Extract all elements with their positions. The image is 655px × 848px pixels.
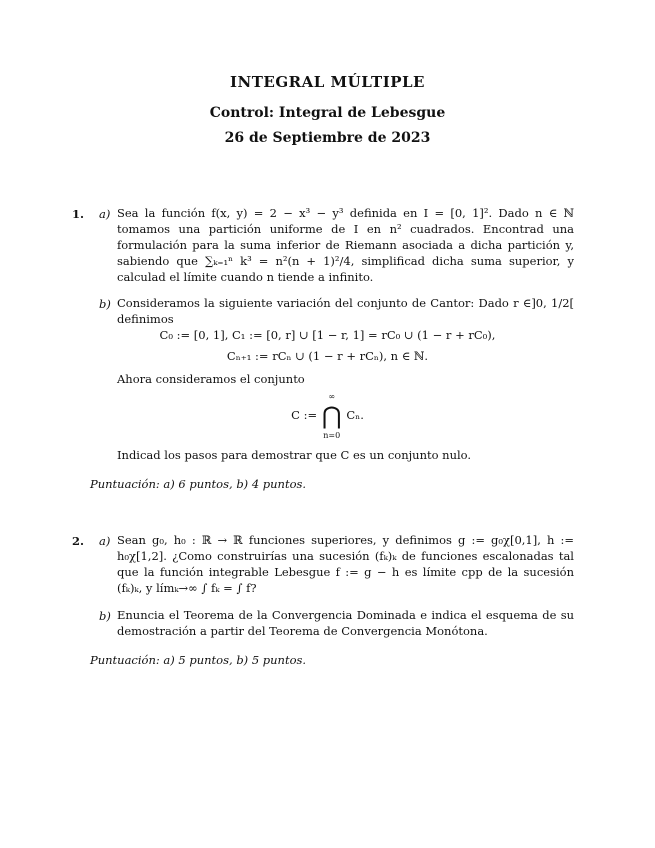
problem-2-number: 2.: [72, 534, 85, 548]
problem-2a-label: a): [99, 534, 111, 548]
problem-2b-text: Enuncia el Teorema de la Convergencia Dominada e indica el esquema de su demostración a partir del Teorema de Convergencia Monótona.: [117, 608, 574, 638]
problem-1-score: Puntuación: a) 6 puntos, b) 4 puntos.: [90, 477, 307, 491]
problem-1a-text: Sea la función f(x, y) = 2 − x³ − y³ definida en I = [0, 1]². Dado n ∈ ℕ tomamos una partición uniforme de I en n² cuadrados. Encontrad una formulación para la suma inferior de Riemann asociada a dicha partición y, sabiendo que ∑ₖ₌₁ⁿ k³ = n²(n + 1)²/4, simplificad dicha suma superior, y calculad el límite cuando n tiende a infinito.: [117, 206, 574, 284]
intersection-upper-limit: ∞: [328, 392, 336, 401]
intersection-lower-limit: n=0: [323, 431, 341, 440]
big-intersection-symbol: [321, 392, 343, 440]
equation-cn-recursion: Cₙ₊₁ := rCₙ ∪ (1 − r + rCₙ), n ∈ ℕ.: [226, 349, 429, 363]
problem-2-score: Puntuación: a) 5 puntos, b) 5 puntos.: [90, 653, 307, 667]
course-title: INTEGRAL MÚLTIPLE: [230, 73, 425, 91]
eq3-left: C :=: [291, 408, 318, 422]
problem-1b-text2: Ahora consideramos el conjunto: [117, 372, 305, 386]
exam-title: Control: Integral de Lebesgue: [209, 105, 446, 121]
equation-c0-c1: C₀ := [0, 1], C₁ := [0, r] ∪ [1 − r, 1] = rC₀ ∪ (1 − r + rC₀),: [159, 328, 496, 342]
problem-1b-text: Consideramos la siguiente variación del conjunto de Cantor: Dado r ∈]0, 1/2[ definimos: [117, 296, 574, 326]
exam-date: 26 de Septiembre de 2023: [224, 130, 431, 146]
problem-1-number: 1.: [72, 207, 85, 221]
problem-1b-text3: Indicad los pasos para demostrar que C es un conjunto nulo.: [117, 448, 472, 462]
intersection-glyph: ⋂: [321, 402, 342, 430]
problem-1b-label: b): [99, 297, 111, 311]
problem-1a-label: a): [99, 207, 111, 221]
problem-2b-label: b): [99, 609, 111, 623]
problem-2a-text: Sean g₀, h₀ : ℝ → ℝ funciones superiores, y definimos g := g₀χ[0,1], h := h₀χ[1,2]. ¿Como construirías una sucesión (fₖ)ₖ de funciones escalonadas tal que la función integrable Lebesgue f := g − h es límite cpp de la sucesión (fₖ)ₖ, y límₖ→∞ ∫ fₖ = ∫ f?: [117, 533, 574, 595]
equation-intersection: [0, 392, 655, 444]
eq3-right: Cₙ.: [346, 408, 364, 422]
